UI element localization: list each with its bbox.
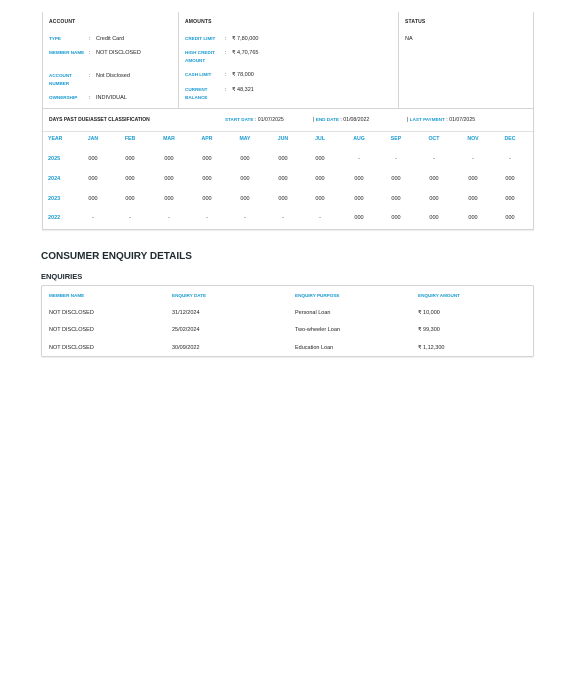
separator: :: [89, 73, 91, 79]
dpd-cell: 000: [240, 156, 250, 162]
dpd-cell: 000: [240, 176, 250, 182]
dpd-table: [42, 108, 534, 230]
enquiry-cell: ₹ 1,12,300: [418, 345, 445, 351]
dpd-cell: 000: [468, 176, 478, 182]
enquiry-cell: Personal Loan: [295, 310, 331, 316]
separator: :: [225, 72, 227, 78]
last-payment-value: 01/07/2025: [449, 117, 476, 123]
month-header-jun: JUN: [277, 136, 289, 142]
dpd-cell: 000: [125, 196, 135, 202]
dpd-cell: -: [358, 156, 360, 162]
dpd-cell: -: [244, 215, 246, 221]
ownership-label: OWNERSHIP: [49, 95, 78, 100]
dpd-cell: 000: [315, 196, 325, 202]
enquiry-header-enquiry-purpose: ENQUIRY PURPOSE: [295, 293, 340, 298]
last-payment-label: LAST PAYMENT: [409, 117, 445, 122]
month-header-jan: JAN: [87, 136, 99, 142]
status-header: STATUS: [405, 19, 426, 25]
start-date: [225, 117, 284, 123]
dpd-cell: -: [168, 215, 170, 221]
member-name-value: NOT DISCLOSED: [96, 50, 141, 56]
enquiry-cell: 31/12/2024: [172, 310, 200, 316]
separator: :: [254, 117, 257, 123]
end-date-value: 01/08/2022: [343, 117, 370, 123]
dpd-cell: 000: [278, 176, 288, 182]
account-number-label: ACCOUNT NUMBER: [49, 73, 72, 86]
amounts-header: AMOUNTS: [185, 19, 212, 25]
enquiry-cell: Education Loan: [295, 345, 334, 351]
separator: :: [89, 50, 91, 56]
last-payment: | LAST PAYMENT : 01/07/2025: [407, 117, 476, 123]
dpd-cell: 000: [240, 196, 250, 202]
dpd-cell: 000: [278, 156, 288, 162]
month-header-jul: JUL: [315, 136, 325, 142]
separator: :: [89, 36, 91, 42]
dpd-cell: -: [472, 156, 474, 162]
member-name-label: MEMBER NAME: [49, 50, 85, 55]
enquiry-cell: Two-wheeler Loan: [295, 327, 340, 333]
month-header-dec: DEC: [504, 136, 516, 142]
dpd-cell: 000: [278, 196, 288, 202]
consumer-enquiry-title: CONSUMER ENQUIRY DETAILS: [41, 251, 192, 262]
account-number-value: Not Disclosed: [96, 73, 130, 79]
dpd-cell: -: [509, 156, 511, 162]
dpd-cell: 000: [354, 196, 364, 202]
month-header-feb: FEB: [124, 136, 136, 142]
enquiry-header-member-name: MEMBER NAME: [49, 293, 85, 298]
dpd-cell: 000: [354, 176, 364, 182]
dpd-cell: -: [282, 215, 284, 221]
dpd-year-2022: 2022: [48, 215, 61, 221]
enquiry-header-enquiry-amount: ENQUIRY AMOUNT: [418, 293, 460, 298]
dpd-cell: -: [395, 156, 397, 162]
separator: :: [446, 117, 448, 123]
dpd-cell: 000: [391, 215, 401, 221]
dpd-cell: 000: [315, 176, 325, 182]
dpd-cell: 000: [505, 176, 515, 182]
month-header-oct: OCT: [428, 136, 440, 142]
separator: :: [89, 95, 91, 101]
dpd-cell: -: [206, 215, 208, 221]
month-header-mar: MAR: [163, 136, 175, 142]
current-balance-label: CURRENT BALANCE: [185, 87, 208, 100]
enquiry-cell: ₹ 99,300: [418, 327, 440, 333]
dpd-cell: -: [319, 215, 321, 221]
current-balance-value: ₹ 48,321: [232, 87, 254, 93]
separator: :: [225, 87, 227, 93]
enquiry-cell: ₹ 10,000: [418, 310, 440, 316]
dpd-cell: 000: [468, 215, 478, 221]
amounts-column: [179, 12, 399, 108]
end-date: | END DATE : 01/08/2022: [313, 117, 370, 123]
dpd-cell: 000: [88, 176, 98, 182]
ownership-value: INDIVIDUAL: [96, 95, 127, 101]
dpd-cell: 000: [315, 156, 325, 162]
account-header: ACCOUNT: [49, 19, 76, 25]
credit-limit-value: ₹ 7,80,000: [232, 36, 259, 42]
enquiry-cell: 30/09/2022: [172, 345, 200, 351]
dpd-cell: 000: [391, 196, 401, 202]
credit-limit-label: CREDIT LIMIT: [185, 36, 216, 41]
account-summary: [42, 12, 534, 108]
enquiries-subtitle: ENQUIRIES: [41, 272, 83, 281]
dpd-cell: 000: [202, 196, 212, 202]
enquiry-cell: NOT DISCLOSED: [49, 310, 94, 316]
status-column: [399, 12, 535, 108]
year-column-header: YEAR: [48, 136, 63, 142]
dpd-cell: -: [92, 215, 94, 221]
dpd-cell: 000: [88, 196, 98, 202]
dpd-cell: 000: [164, 196, 174, 202]
dpd-cell: 000: [125, 156, 135, 162]
high-credit-label: HIGH CREDIT AMOUNT: [185, 50, 215, 63]
enquiries-table: [41, 285, 534, 357]
dpd-cell: 000: [391, 176, 401, 182]
start-date-value: 01/07/2025: [257, 117, 284, 123]
enquiry-header-enquiry-date: ENQUIRY DATE: [172, 293, 207, 298]
dpd-cell: -: [433, 156, 435, 162]
dpd-cell: -: [129, 215, 131, 221]
dpd-year-2023: 2023: [48, 196, 61, 202]
dpd-year-2024: 2024: [48, 176, 61, 182]
dpd-cell: 000: [202, 176, 212, 182]
type-label: TYPE: [49, 36, 61, 41]
dpd-cell: 000: [468, 196, 478, 202]
month-header-may: MAY: [239, 136, 251, 142]
separator: :: [225, 36, 227, 42]
dpd-cell: 000: [505, 215, 515, 221]
type-value: Credit Card: [96, 36, 125, 42]
start-date-label: START DATE: [225, 117, 254, 122]
dpd-title: DAYS PAST DUE/ASSET CLASSIFICATION: [49, 117, 150, 123]
separator: :: [340, 117, 342, 123]
status-value: NA: [405, 36, 413, 42]
dpd-cell: 000: [354, 215, 364, 221]
enquiry-cell: NOT DISCLOSED: [49, 327, 94, 333]
cash-limit-label: CASH LIMIT: [185, 72, 212, 77]
dpd-cell: 000: [505, 196, 515, 202]
high-credit-value: ₹ 4,70,765: [232, 50, 259, 56]
dpd-cell: 000: [429, 196, 439, 202]
month-header-aug: AUG: [353, 136, 365, 142]
dpd-year-2025: 2025: [48, 156, 61, 162]
dpd-cell: 000: [429, 176, 439, 182]
month-header-nov: NOV: [467, 136, 479, 142]
separator: :: [225, 50, 227, 56]
dpd-cell: 000: [125, 176, 135, 182]
enquiry-cell: NOT DISCLOSED: [49, 345, 94, 351]
month-header-sep: SEP: [390, 136, 402, 142]
dpd-cell: 000: [88, 156, 98, 162]
dpd-cell: 000: [202, 156, 212, 162]
dpd-cell: 000: [164, 156, 174, 162]
dpd-cell: 000: [164, 176, 174, 182]
cash-limit-value: ₹ 78,000: [232, 72, 254, 78]
month-header-apr: APR: [201, 136, 213, 142]
dpd-cell: 000: [429, 215, 439, 221]
enquiry-cell: 25/02/2024: [172, 327, 200, 333]
account-column: [43, 12, 179, 108]
end-date-label: END DATE: [315, 117, 339, 122]
dpd-header: [43, 109, 533, 132]
